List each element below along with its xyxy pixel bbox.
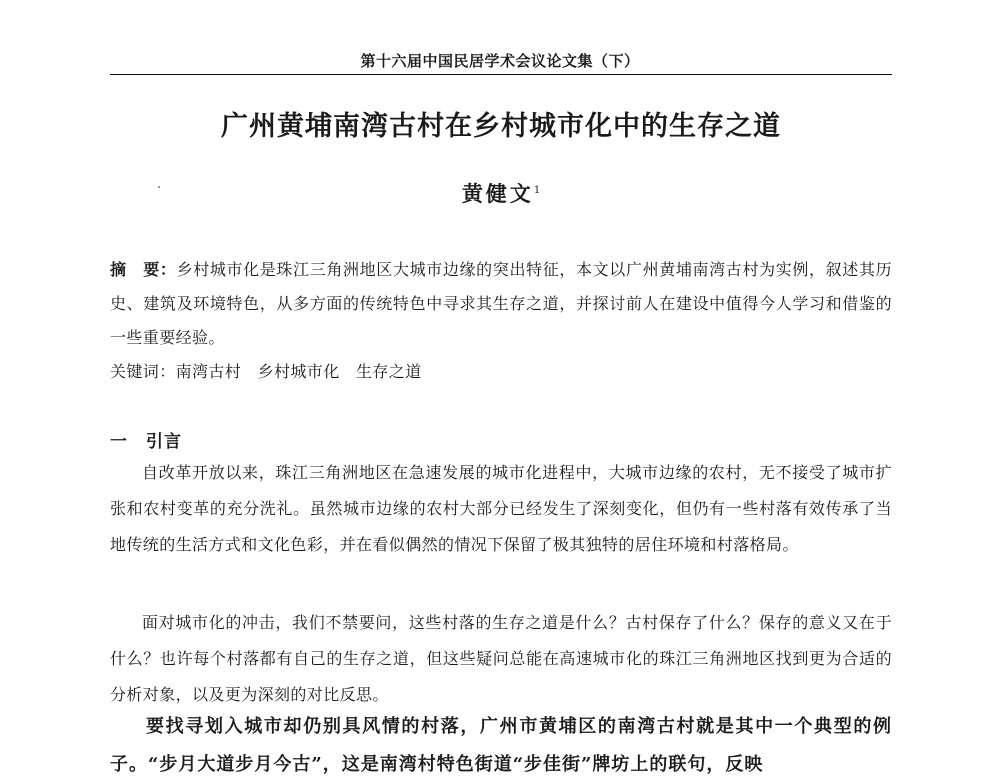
keywords-label: 关键词： [110,362,176,381]
intro-paragraph-1: 自改革开放以来，珠江三角洲地区在急速发展的城市化进程中，大城市边缘的农村，无不接受了城市扩张和农村变革的充分洗礼。虽然城市边缘的农村大部分已经发生了深刻变化，但仍有一些村落有效传承了当地传统的生活方式和文化色彩，并在看似偶然的情况下保留了极其独特的居住环境和村落格局。 [110,463,892,554]
author-name: 黄健文 [461,181,534,206]
section-heading-intro: 一 引言 [110,432,182,452]
abstract [110,253,892,355]
scan-speck [158,186,160,188]
abstract-label: 摘 要： [110,260,177,279]
author-footnote-mark: 1 [533,185,541,196]
intro-paragraph-3-block [110,708,892,784]
intro-paragraph-2: 面对城市化的冲击，我们不禁要问，这些村落的生存之道是什么？古村保存了什么？保存的意义又在于什么？也许每个村落都有自己的生存之道，但这些疑问总能在高速城市化的珠江三角洲地区找到更为合适的分析对象，以及更为深刻的对比反思。 [110,613,892,704]
intro-paragraph-2-block [110,605,892,713]
running-header: 第十六届中国民居学术会议论文集（下） [360,52,640,70]
abstract-text: 乡村城市化是珠江三角洲地区大城市边缘的突出特征，本文以广州黄埔南湾古村为实例，叙述其历史、建筑及环境特色，从多方面的传统特色中寻求其生存之道，并探讨前人在建设中值得今人学习和借鉴的一些重要经验。 [110,260,892,347]
keywords [110,355,892,389]
paper-title: 广州黄埔南湾古村在乡村城市化中的生存之道 [221,111,781,142]
author-line [110,178,892,208]
intro-paragraph-3: 要找寻划入城市却仍别具风情的村落，广州市黄埔区的南湾古村就是其中一个典型的例子。“步月大道步月今古”，这是南湾村特色街道“步佳街”牌坊上的联句，反映 [110,716,892,775]
keywords-text: 南湾古村 乡村城市化 生存之道 [175,362,422,381]
intro-paragraph-1-block [110,455,892,563]
header-rule [110,74,892,75]
